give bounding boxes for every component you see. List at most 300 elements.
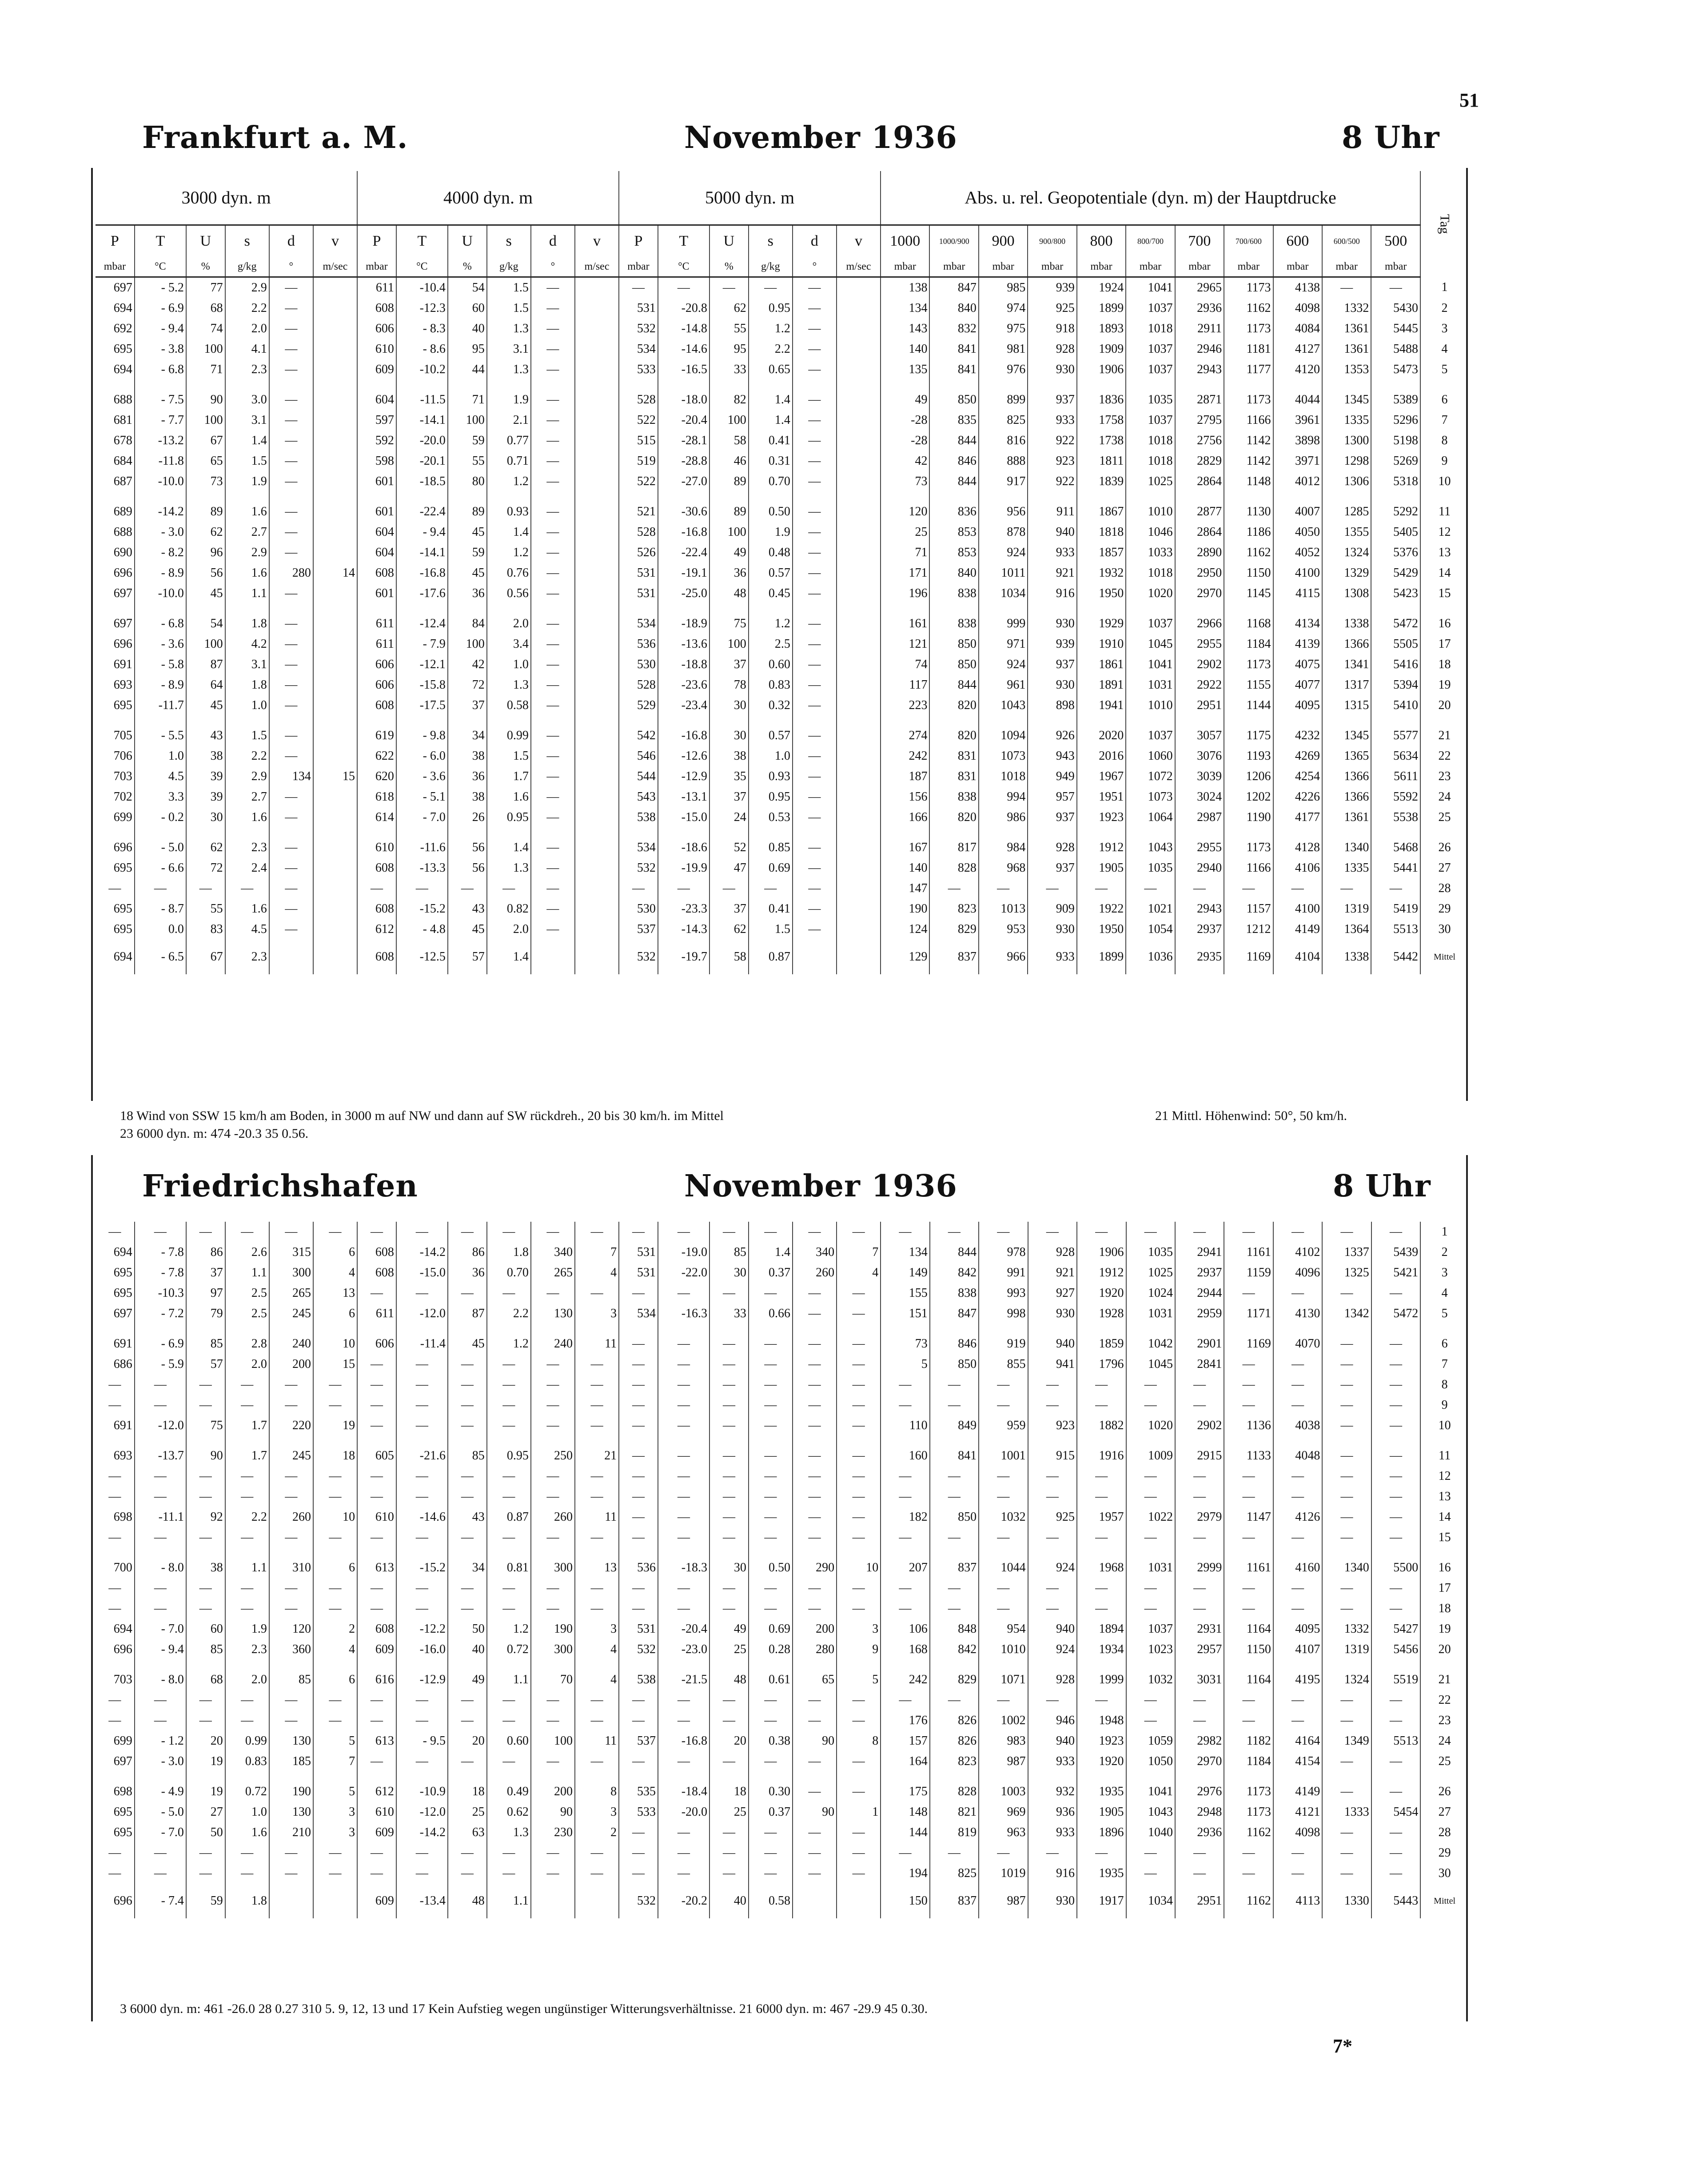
table-cell: — (793, 319, 837, 339)
table-cell: — (658, 1466, 709, 1487)
table-cell: 0.53 (749, 807, 793, 828)
spacer-cell (929, 716, 978, 725)
table-row (96, 410, 1468, 430)
spacer-cell (531, 1660, 575, 1670)
table-cell: 60 (186, 1619, 225, 1639)
table-cell: -23.4 (658, 695, 709, 716)
table-cell: — (357, 1527, 396, 1548)
table-cell: 45 (448, 563, 487, 583)
table-cell: 5421 (1371, 1263, 1420, 1283)
spacer-cell (531, 1772, 575, 1781)
table-cell: 47 (709, 858, 749, 878)
table-cell: — (1077, 1843, 1126, 1863)
table-cell: 1020 (1126, 1415, 1175, 1436)
table-cell (575, 471, 619, 492)
table-cell: 39 (186, 766, 225, 787)
table-cell: — (448, 1283, 487, 1303)
table-cell: — (793, 654, 837, 675)
spacer-cell (531, 828, 575, 837)
table-cell: — (1322, 1863, 1371, 1884)
table-cell: — (575, 1395, 619, 1415)
table-cell: — (186, 1690, 225, 1710)
table-cell: 59 (186, 1884, 225, 1918)
table-cell: — (1371, 1222, 1420, 1242)
table-cell: 68 (186, 1670, 225, 1690)
table-cell: 2795 (1175, 410, 1224, 430)
spacer-cell (1077, 1548, 1126, 1558)
table-cell: 1031 (1126, 1303, 1175, 1324)
table-cell: 0.99 (487, 725, 531, 746)
table-cell: — (269, 430, 313, 451)
table-row (96, 1375, 1468, 1395)
table-cell: 1040 (1126, 1822, 1175, 1843)
table-cell: 849 (930, 1415, 979, 1436)
table-cell: 3031 (1175, 1670, 1224, 1690)
table-cell: — (793, 1375, 837, 1395)
table-cell: — (793, 1598, 837, 1619)
table-cell: — (531, 837, 575, 858)
table-cell: 1003 (979, 1781, 1028, 1802)
day-cell: 15 (1420, 583, 1468, 604)
table-row (96, 1446, 1468, 1466)
table-cell (313, 837, 357, 858)
table-cell: 0.95 (749, 787, 793, 807)
table-cell: — (658, 277, 709, 299)
spacer-cell (269, 828, 313, 837)
table-cell: 844 (929, 471, 978, 492)
table-cell: 1182 (1224, 1731, 1273, 1751)
table-cell: 4.1 (225, 339, 269, 359)
spacer-cell (1224, 1772, 1273, 1781)
table-cell: 1041 (1126, 277, 1175, 299)
table-cell: 1306 (1322, 471, 1371, 492)
table-cell: 1136 (1224, 1415, 1273, 1436)
table-cell: — (487, 1487, 531, 1507)
spacer-cell (448, 1548, 487, 1558)
unit-header: mbar (1126, 257, 1175, 277)
table-cell (575, 725, 619, 746)
table-cell: 703 (113, 769, 132, 783)
table-cell: 1157 (1224, 899, 1273, 919)
spacer-cell (881, 1548, 929, 1558)
table-cell: 5445 (1371, 319, 1420, 339)
table-cell: 1920 (1077, 1283, 1126, 1303)
table-cell: — (793, 339, 837, 359)
spacer-cell (575, 716, 619, 725)
table-cell: 1169 (1224, 940, 1273, 974)
table-cell: 54 (448, 277, 487, 299)
table-cell: 1.6 (225, 807, 269, 828)
table-cell: 1361 (1322, 339, 1371, 359)
table-cell: — (979, 1395, 1028, 1415)
table-cell: — (269, 339, 313, 359)
table-cell: 930 (1028, 359, 1076, 380)
table-row (96, 695, 1468, 716)
table-cell: 999 (979, 614, 1028, 634)
table-cell: 245 (269, 1303, 313, 1324)
table-cell: -10.2 (396, 359, 448, 380)
table-cell (837, 695, 881, 716)
table-cell: 1.0 (749, 746, 793, 766)
table-row (96, 1487, 1468, 1507)
table-cell: -25.0 (658, 583, 709, 604)
unit-header: g/kg (225, 257, 269, 277)
table-cell: 1206 (1224, 766, 1273, 787)
table-cell: 1031 (1126, 675, 1175, 695)
day-cell: 9 (1420, 451, 1468, 471)
table-cell: 1046 (1126, 522, 1175, 542)
table-cell: 130 (269, 1731, 313, 1751)
table-cell: 64 (186, 675, 225, 695)
table-cell: 56 (448, 858, 487, 878)
day-cell: 6 (1420, 1334, 1468, 1354)
table-cell: 15 (313, 766, 357, 787)
table-cell: 695 (113, 902, 132, 916)
table-cell: 100 (709, 410, 749, 430)
table-cell: — (531, 390, 575, 410)
table-cell: 4106 (1273, 858, 1322, 878)
table-cell: - 8.6 (396, 339, 448, 359)
table-cell (313, 787, 357, 807)
table-cell: — (448, 1751, 487, 1772)
table-cell: — (1175, 1375, 1224, 1395)
day-cell: Mittel (1420, 940, 1468, 974)
table-cell: 4077 (1273, 675, 1322, 695)
spacer-cell (269, 380, 313, 390)
table-cell: 2982 (1175, 1731, 1224, 1751)
table-cell: — (1322, 1507, 1371, 1527)
table-cell: 43 (448, 1507, 487, 1527)
table-cell: 167 (881, 837, 929, 858)
table-cell: — (531, 542, 575, 563)
table-cell: 1934 (1077, 1639, 1126, 1660)
table-cell: 5427 (1371, 1619, 1420, 1639)
spacer-cell (186, 1436, 225, 1446)
table-cell: 933 (1028, 940, 1076, 974)
table-cell: — (619, 1395, 658, 1415)
spacer-cell (979, 1324, 1028, 1334)
table-cell (837, 410, 881, 430)
table-cell: 1144 (1224, 695, 1273, 716)
table-cell: 702 (113, 790, 132, 804)
table-cell: 0.60 (487, 1731, 531, 1751)
table-cell (837, 542, 881, 563)
table-cell: 606 (357, 1334, 396, 1354)
table-cell: -10.0 (135, 583, 186, 604)
table-cell (313, 940, 357, 974)
table-cell: 949 (1028, 766, 1076, 787)
table-cell: 1.6 (225, 1822, 269, 1843)
table-cell: — (793, 919, 837, 940)
table-cell: 58 (709, 430, 749, 451)
table-cell: 2970 (1175, 1751, 1224, 1772)
spacer-cell (1077, 1772, 1126, 1781)
table-cell: 535 (619, 1781, 658, 1802)
table-cell: 4007 (1273, 502, 1322, 522)
table-cell: -22.4 (658, 542, 709, 563)
spacer-cell (225, 1772, 269, 1781)
table-cell: — (531, 583, 575, 604)
day-cell: 19 (1420, 675, 1468, 695)
table-cell: 4232 (1273, 725, 1322, 746)
table-cell: — (793, 1487, 837, 1507)
frame-left-top (91, 168, 93, 1101)
spacer-cell (881, 1324, 929, 1334)
table-cell: 1173 (1224, 390, 1273, 410)
spacer-cell (1420, 1436, 1468, 1446)
table-cell: 9 (837, 1639, 881, 1660)
table-cell: — (1126, 1690, 1175, 1710)
table-cell: — (793, 807, 837, 828)
table-cell: 1922 (1077, 899, 1126, 919)
spacer-cell (96, 604, 135, 614)
table-cell: -20.8 (658, 298, 709, 319)
table-cell (313, 522, 357, 542)
table-cell: 82 (709, 390, 749, 410)
table-cell: -28 (881, 430, 929, 451)
table-cell: — (930, 1527, 979, 1548)
table-cell: 1353 (1322, 359, 1371, 380)
table-cell: 73 (881, 471, 929, 492)
table-cell: 1923 (1077, 807, 1126, 828)
table-cell: 608 (357, 899, 396, 919)
table-cell: — (1224, 1395, 1273, 1415)
table-cell: 961 (979, 675, 1028, 695)
table-cell: — (619, 1466, 658, 1487)
table-cell: 55 (448, 451, 487, 471)
table-cell: - 5.2 (135, 277, 186, 299)
table-cell: 829 (930, 1670, 979, 1690)
spacer-cell (793, 1548, 837, 1558)
table-cell: — (186, 1375, 225, 1395)
spacer-cell (396, 492, 448, 502)
table-cell: 2951 (1175, 1884, 1224, 1918)
table-cell: 156 (881, 787, 929, 807)
table-cell: 36 (448, 766, 487, 787)
table-cell: — (793, 787, 837, 807)
table-cell: — (1175, 1395, 1224, 1415)
table-cell: 100 (186, 410, 225, 430)
column-header: T (135, 225, 186, 257)
table-cell: 848 (930, 1619, 979, 1639)
table-cell: 847 (930, 1303, 979, 1324)
table-cell: — (709, 1751, 749, 1772)
table-cell: 2902 (1175, 1415, 1224, 1436)
table-cell: — (1322, 1354, 1371, 1375)
table-cell (313, 654, 357, 675)
table-cell: — (531, 471, 575, 492)
table-cell: 100 (186, 634, 225, 654)
table-cell: 135 (881, 359, 929, 380)
table-cell: 686 (113, 1357, 132, 1371)
table-cell: -18.4 (658, 1781, 709, 1802)
table-cell: — (619, 1334, 658, 1354)
table-cell: 696 (113, 1642, 132, 1656)
table-cell: — (135, 1222, 186, 1242)
table-cell: — (749, 878, 793, 899)
table-cell: 5456 (1371, 1639, 1420, 1660)
table-cell: — (1371, 1781, 1420, 1802)
table-row (96, 1527, 1468, 1548)
day-cell: 17 (1420, 634, 1468, 654)
table-cell: 74 (881, 654, 929, 675)
table-cell: 63 (448, 1822, 487, 1843)
table-cell: — (979, 1527, 1028, 1548)
table-cell: 1906 (1077, 359, 1126, 380)
column-header: 900/800 (1028, 225, 1076, 257)
table-cell: 168 (881, 1639, 929, 1660)
spacer-cell (929, 604, 978, 614)
table-cell: 1758 (1077, 410, 1126, 430)
table-cell: 86 (448, 1242, 487, 1263)
table-cell: 678 (113, 434, 132, 447)
table-cell: — (658, 1710, 709, 1731)
table-cell (837, 390, 881, 410)
table-cell: 941 (1028, 1354, 1077, 1375)
table-cell: — (531, 858, 575, 878)
table-cell: 0.57 (749, 725, 793, 746)
table-cell: 38 (186, 1558, 225, 1578)
table-cell: 3.1 (487, 339, 531, 359)
table-cell: 939 (1028, 634, 1076, 654)
table-cell: 0.38 (749, 1731, 793, 1751)
table-cell: 150 (881, 1884, 929, 1918)
table-cell: 1173 (1224, 654, 1273, 675)
table-cell: -28.1 (658, 430, 709, 451)
table-cell: — (1224, 1466, 1273, 1487)
group-header: 3000 dyn. m (181, 187, 271, 207)
table-cell: 110 (881, 1415, 929, 1436)
table-cell: 1.6 (225, 563, 269, 583)
table-cell: — (619, 1415, 658, 1436)
spacer-cell (881, 1772, 929, 1781)
table-cell: 1.4 (749, 1242, 793, 1263)
spacer-cell (96, 492, 135, 502)
table-cell (313, 583, 357, 604)
day-cell: 2 (1420, 1242, 1468, 1263)
spacer-cell (186, 1324, 225, 1334)
table-cell: 2016 (1077, 746, 1126, 766)
table-cell: 52 (709, 837, 749, 858)
table-cell: — (269, 502, 313, 522)
table-cell: 911 (1028, 502, 1076, 522)
column-header: U (186, 225, 225, 257)
time-title-frankfurt: 8 Uhr (1342, 120, 1440, 155)
table-cell (575, 654, 619, 675)
table-cell: 1912 (1077, 1263, 1126, 1283)
table-cell: — (269, 298, 313, 319)
table-cell: 0.71 (487, 451, 531, 471)
table-cell: 5292 (1371, 502, 1420, 522)
table-cell: 4127 (1273, 339, 1322, 359)
table-cell: — (709, 1710, 749, 1731)
table-cell: — (269, 471, 313, 492)
table-cell: - 5.1 (396, 787, 448, 807)
table-cell: 3.0 (225, 390, 269, 410)
table-cell: — (1322, 1710, 1371, 1731)
table-cell: 78 (709, 675, 749, 695)
day-cell: 7 (1420, 410, 1468, 430)
table-cell: 531 (619, 298, 658, 319)
table-cell: 614 (357, 807, 396, 828)
table-cell: 0.28 (749, 1639, 793, 1660)
table-cell: — (1077, 878, 1126, 899)
spacer-cell (1077, 716, 1126, 725)
table-cell: 694 (113, 301, 132, 315)
table-cell: — (709, 1354, 749, 1375)
table-cell: 5472 (1371, 614, 1420, 634)
table-cell: — (575, 1690, 619, 1710)
table-cell: 4095 (1273, 695, 1322, 716)
table-cell: — (749, 1690, 793, 1710)
table-cell: — (357, 1222, 396, 1242)
table-cell: 878 (979, 522, 1028, 542)
table-cell: 30 (709, 725, 749, 746)
spacer-cell (487, 1548, 531, 1558)
table-cell: 2966 (1175, 614, 1224, 634)
table-cell: — (531, 339, 575, 359)
table-cell: 2.9 (225, 277, 269, 299)
table-cell: — (108, 1398, 121, 1412)
table-cell: 522 (619, 410, 658, 430)
spacer-cell (709, 492, 749, 502)
spacer-cell (749, 492, 793, 502)
table-cell: 1366 (1322, 634, 1371, 654)
table-cell: 981 (979, 339, 1028, 359)
table-cell: 2.3 (225, 359, 269, 380)
spacer-cell (1420, 1548, 1468, 1558)
spacer-cell (658, 492, 709, 502)
table-cell: — (1175, 1527, 1224, 1548)
table-cell: 841 (929, 359, 978, 380)
table-cell: 18 (448, 1781, 487, 1802)
table-cell: -15.0 (396, 1263, 448, 1283)
table-cell (575, 451, 619, 471)
spacer-cell (881, 380, 929, 390)
table-row (96, 359, 1468, 380)
spacer-cell (135, 380, 186, 390)
table-cell: -10.4 (396, 277, 448, 299)
column-header: s (225, 225, 269, 257)
table-row (96, 319, 1468, 339)
table-cell: — (186, 1395, 225, 1415)
table-cell: 1073 (979, 746, 1028, 766)
table-cell: 1.3 (487, 319, 531, 339)
table-cell: — (793, 583, 837, 604)
table-cell: 694 (113, 1245, 132, 1259)
table-cell: 5416 (1371, 654, 1420, 675)
table-row (96, 746, 1468, 766)
table-cell: 1325 (1322, 1263, 1371, 1283)
spacer-cell (1175, 1660, 1224, 1670)
unit-header: ° (793, 257, 837, 277)
table-cell: — (658, 1354, 709, 1375)
table-cell: 4121 (1273, 1802, 1322, 1822)
spacer-cell (749, 1324, 793, 1334)
table-cell: 925 (1028, 298, 1076, 319)
table-cell: 2955 (1175, 837, 1224, 858)
table-cell (575, 430, 619, 451)
table-cell: — (531, 1710, 575, 1731)
table-cell: — (1224, 1690, 1273, 1710)
table-cell: 300 (531, 1558, 575, 1578)
table-cell: — (930, 1487, 979, 1507)
table-cell: — (269, 583, 313, 604)
table-cell: 1338 (1322, 614, 1371, 634)
table-cell: — (1322, 1598, 1371, 1619)
table-cell: 5443 (1371, 1884, 1420, 1918)
table-cell: 3.4 (487, 634, 531, 654)
